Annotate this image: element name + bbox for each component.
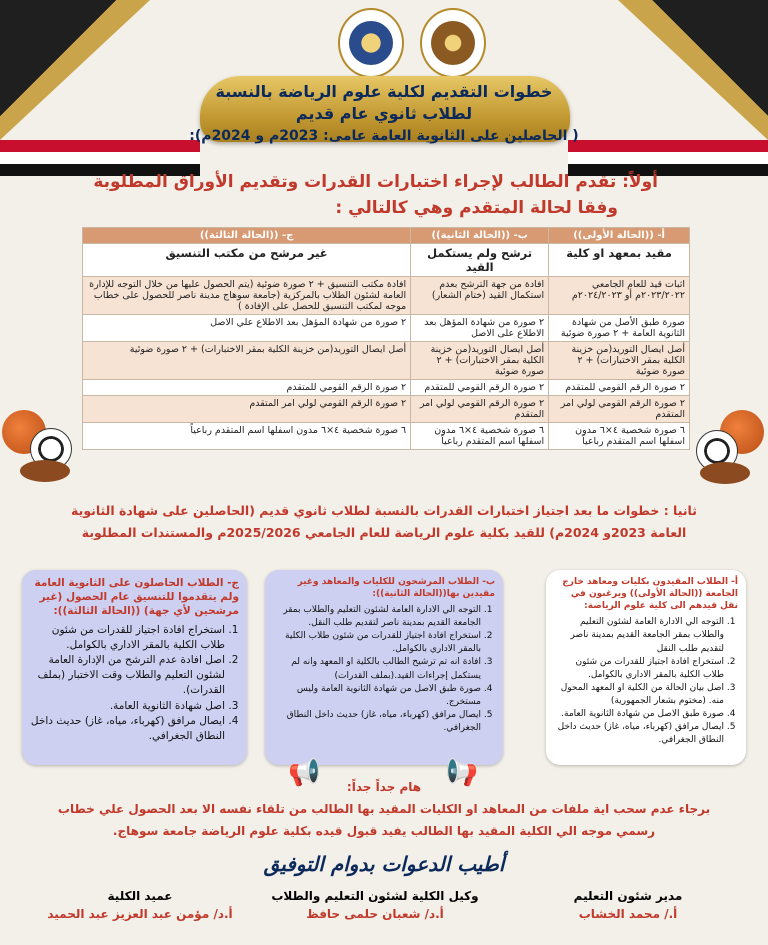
- megaphone-icon: 📢: [288, 758, 321, 788]
- signature-name: أ./ محمد الخشاب: [578, 907, 678, 921]
- table-header-case2: ب- ((الحالة الثانية)): [411, 228, 549, 244]
- faculty-logo: [420, 8, 486, 78]
- signature-name: أ.د/ شعبان حلمى حافظ: [306, 907, 444, 921]
- list-item: 1. التوجه الي الادارة العامة لشئون التعليم والطلاب بمقر الجامعة القديم بمدينة ناصر لتقديم طلب النقل.: [273, 604, 481, 630]
- list-item: 3. افادة انه تم ترشيح الطالب بالكلية او المعهد وانه لم يستكمل إجراءات القيد.(بملف القدرات): [273, 656, 481, 682]
- table-row: [83, 342, 690, 380]
- table-header-case3: ج- ((الحالة الثالثة)): [83, 228, 411, 244]
- table-cell: ٦ صورة شخصية ٤×٦ مدون اسفلها اسم المتقدم رباعياً: [549, 423, 690, 450]
- page-title-line3: ( الحاصلين على الثانوية العامة عامى: 2023م و 2024م):: [189, 128, 579, 144]
- box-header: ج- الطلاب الحاصلون على الثانوية العامة ولم يتقدموا للتنسيق عام الحصول (غير مرشحين لأي جهة) ((الحالة الثالثة)):: [34, 577, 239, 618]
- table-cell: افادة مكتب التنسيق + ٢ صورة ضوئية (يتم الحصول عليها من خلال التوجه للإدارة العامة لشئون الطلاب بالمركزية (جامعة سوهاج مدينة ناصر للحصول على خطاب موجه لمكتب التنسيق للحصل على الإفادة ): [83, 277, 411, 315]
- megaphone-icon: 📢: [446, 758, 479, 788]
- section1-heading-line1: أولاً: تقدم الطالب لإجراء اختبارات القدرات وتقديم الأوراق المطلوبة: [93, 172, 658, 192]
- table-cell: ٢ صورة من شهادة المؤهل بعد الاطلاع على الاصل: [411, 315, 549, 342]
- closing-text: أطيب الدعوات بدوام التوفيق: [263, 852, 505, 876]
- rugby-ball-icon: [20, 460, 70, 482]
- table-cell: افادة من جهة الترشح بعدم استكمال القيد (ختام الشعار): [411, 277, 549, 315]
- section2-heading-line2: العامة 2023و 2024م) للقيد بكلية علوم الرياضة للعام الجامعي 2025/2026م والمستندات المطلوبة: [81, 524, 687, 540]
- box-header: أ- الطلاب المقيدون بكليات ومعاهد خارج الجامعة ((الحالة الأولى)) ويرغبون في نقل قيدهم الى كلية علوم الرياضة:: [562, 577, 738, 612]
- table-row: [83, 315, 690, 342]
- notice-title: هام جداً جداً:: [346, 780, 422, 794]
- section2-heading: [20, 500, 748, 544]
- list-item: 2. استخراج افادة اجتياز للقدرات من شئون طلاب الكلية بالمقر الاداري بالكوامل.: [273, 630, 481, 656]
- notice-line1: برجاء عدم سحب اية ملفات من المعاهد او الكليات المقيد بها الطالب من تلقاء نفسه الا بعد الحصول علي خطاب: [57, 802, 711, 816]
- list-item: 2. اصل افادة عدم الترشح من الإدارة العامة لشئون التعليم والطلاب وقت الاختبار (بملف القدرات).: [30, 653, 225, 699]
- table-subheader: ترشح ولم يستكمل القيد: [411, 244, 549, 277]
- flag-stripe-right: [568, 140, 768, 176]
- rugby-ball-icon: [700, 462, 750, 484]
- table-cell: صورة طبق الأصل من شهادة الثانوية العامة + ٢ صورة ضوئية: [549, 315, 690, 342]
- list-item: 1. التوجه الي الادارة العامة لشئون التعليم والطلاب بمقر الجامعة القديم بمدينة ناصر لتقديم طلب النقل: [554, 616, 724, 655]
- list-item: 4. صورة طبق الاصل من شهادة الثانوية العامة.: [554, 708, 724, 721]
- signature-role: مدير شئون التعليم: [573, 889, 683, 903]
- table-cell: ٢ صورة الرقم القومي للمتقدم: [411, 380, 549, 396]
- signature-vice-dean: [240, 889, 510, 921]
- table-cell: ٢ صورة من شهادة المؤهل بعد الاطلاع علي الاصل: [83, 315, 411, 342]
- table-cell: اثبات قيد للعام الجامعي ٢٠٢٣/٢٠٢٢م أو ٢٠٢٤/٢٠٢٣م: [549, 277, 690, 315]
- flag-stripe-left: [0, 140, 200, 176]
- section1-heading-line2: وفقا لحالة المتقدم وهي كالتالي :: [335, 198, 618, 218]
- table-subheader: غير مرشح من مكتب التنسيق: [83, 244, 411, 277]
- list-item: 3. اصل بيان الحالة من الكلية او المعهد المحول منه. (مختوم بشعار الجمهورية): [554, 682, 724, 708]
- page-title-line1: خطوات التقديم لكلية علوم الرياضة بالنسبة: [215, 82, 553, 101]
- table-row: [83, 380, 690, 396]
- table-cell: ٦ صورة شخصية ٤×٦ مدون اسفلها اسم المتقدم رباعياً: [411, 423, 549, 450]
- case3-steps-box: [22, 570, 247, 765]
- notice-line2: رسمي موجه الي الكلية المقيد بها الطالب يفيد قبول قيده بكلية علوم الرياضة جامعة سوهاج.: [112, 824, 656, 838]
- table-row: [83, 396, 690, 423]
- list-item: 5. ايصال مرافق (كهرباء، مياه، غاز) حديث داخل النطاق الجغرافي.: [554, 721, 724, 747]
- box-header: ب- الطلاب المرشحون للكليات والمعاهد وغير مقيدين بها((الحالة الثانية)):: [297, 577, 495, 600]
- requirements-table: [82, 227, 690, 450]
- list-item: 4. ايصال مرافق (كهرباء، مياه، غاز) حديث داخل النطاق الجغرافي.: [30, 714, 225, 744]
- signature-role: وكيل الكلية لشئون التعليم والطلاب: [271, 889, 479, 903]
- signature-dean: [30, 889, 250, 921]
- table-cell: أصل ايصال التوريد(من خزينة الكلية بمقر الاختبارات) + ٢ صورة ضوئية: [83, 342, 411, 380]
- table-cell: ٦ صورة شخصية ٤×٦ مدون اسفلها اسم المتقدم رباعياً: [83, 423, 411, 450]
- table-cell: ٢ صورة الرقم القومي للمتقدم: [83, 380, 411, 396]
- table-cell: أصل ايصال التوريد(من خزينة الكلية بمقر الاختبارات) + ٢ صورة ضوئية: [411, 342, 549, 380]
- table-cell: ٢ صورة الرقم القومي لولي امر المتقدم: [83, 396, 411, 423]
- signature-education-director: [528, 889, 728, 921]
- signature-role: عميد الكلية: [107, 889, 173, 903]
- table-cell: أصل ايصال التوريد(من خزينة الكلية بمقر الاختبارات) + ٢ صورة ضوئية: [549, 342, 690, 380]
- list-item: 2. استخراج افادة اجتياز للقدرات من شئون طلاب الكلية بالمقر الاداري بالكوامل.: [554, 656, 724, 682]
- list-item: 1. استخراج افادة اجتياز للقدرات من شئون طلاب الكلية بالمقر الاداري بالكوامل.: [30, 623, 225, 653]
- page-title-line2: لطلاب ثانوي عام قديم: [295, 104, 473, 123]
- table-cell: ٢ صورة الرقم القومي لولي امر المتقدم: [411, 396, 549, 423]
- table-header-case1: أ- ((الحالة الأولى)): [549, 228, 690, 244]
- table-subheader: مقيد بمعهد او كلية: [549, 244, 690, 277]
- list-item: 5. ايصال مرافق (كهرباء، مياه، غاز) حديث داخل النطاق الجغرافي.: [273, 709, 481, 735]
- signature-name: أ.د/ مؤمن عبد العزيز عبد الحميد: [47, 907, 233, 921]
- table-cell: ٢ صورة الرقم القومي للمتقدم: [549, 380, 690, 396]
- case1-steps-box: [546, 570, 746, 765]
- case2-steps-box: [265, 570, 503, 765]
- table-row: [83, 423, 690, 450]
- section2-heading-line1: ثانيا : خطوات ما بعد اجتياز اختبارات القدرات بالنسبة لطلاب ثانوي قديم (الحاصلين على شهادة الثانوية: [71, 503, 697, 518]
- table-cell: ٢ صورة الرقم القومي لولي امر المتقدم: [549, 396, 690, 423]
- table-row: [83, 277, 690, 315]
- university-logo: [338, 8, 404, 78]
- list-item: 4. صورة طبق الاصل من شهادة الثانوية العامة وليس مستخرج.: [273, 683, 481, 709]
- list-item: 3. اصل شهادة الثانوية العامة.: [30, 699, 225, 714]
